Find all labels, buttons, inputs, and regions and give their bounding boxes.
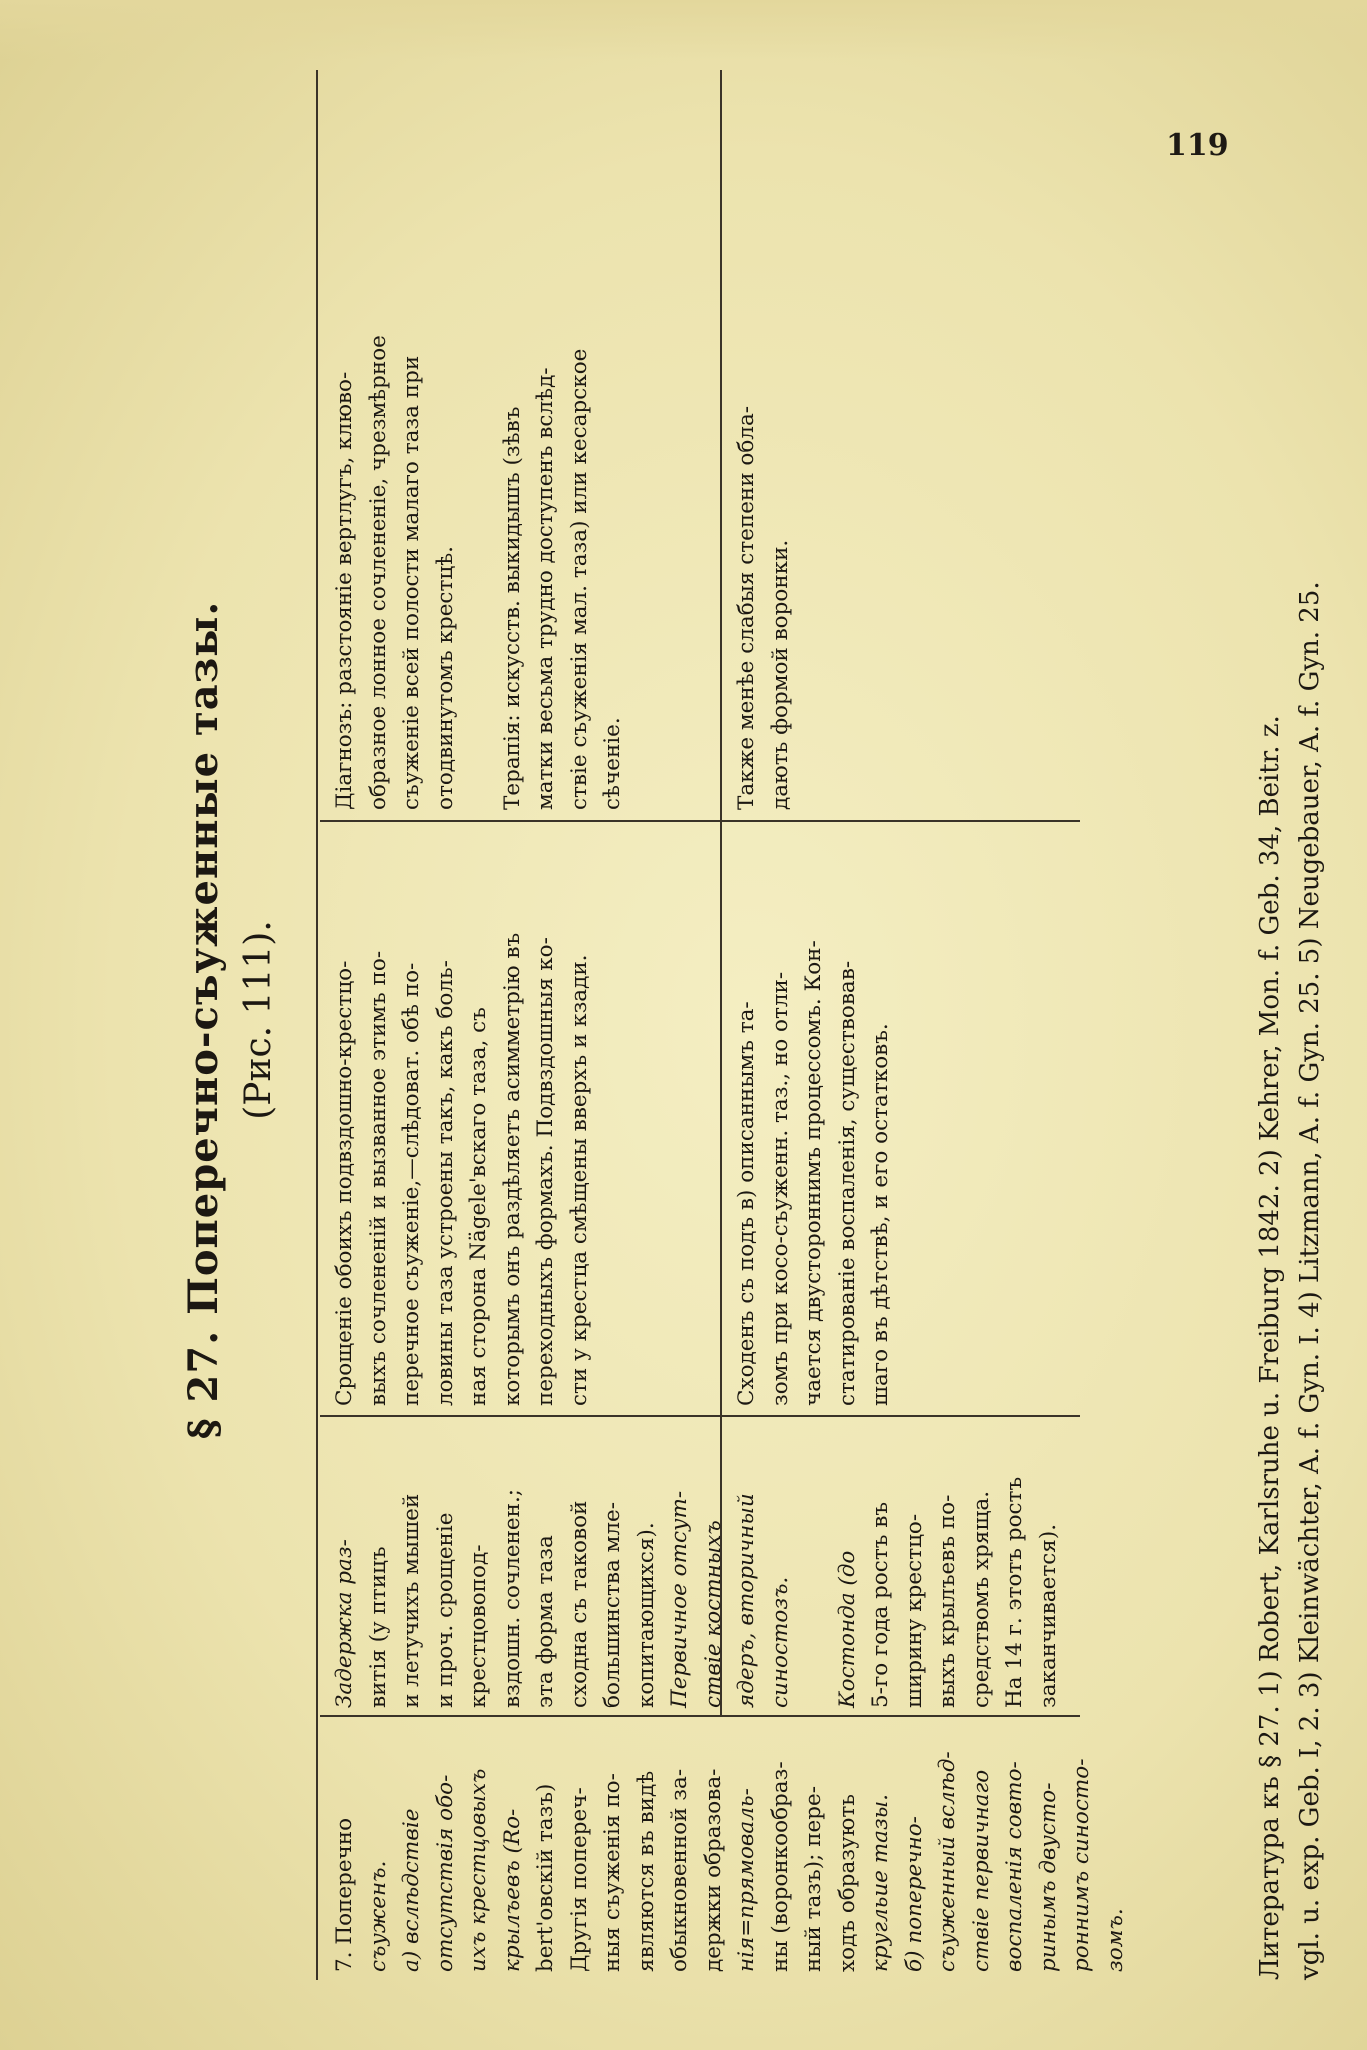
col1-line: воспаленія совто- <box>1002 1761 1027 1972</box>
col1-line: Другія попереч- <box>566 1787 592 1972</box>
col4-line: Также менѣе слабыя степени обла- <box>734 405 759 810</box>
col4-line: дають формой воронки. <box>767 539 793 810</box>
col1-line: крылъевъ (Ro- <box>499 1808 525 1972</box>
column-classification <box>328 1751 1132 1972</box>
col2-line <box>797 1477 831 1708</box>
row-divider <box>720 70 722 1717</box>
col2-line: Костонда (до <box>834 1550 860 1708</box>
col3-line <box>630 933 664 1406</box>
col1-line: съуженъ. <box>365 1860 391 1972</box>
col1-line: зомъ. <box>1102 1908 1128 1972</box>
col1-line: роннимъ синосто- <box>1069 1758 1094 1972</box>
col1-line: ныя съуженія по- <box>600 1773 625 1972</box>
col4-line: образное лонное сочлененіе, чрезмѣрное <box>365 335 391 810</box>
col2-line: большинства мле- <box>600 1502 625 1708</box>
col1-line: ходъ образують <box>834 1794 860 1972</box>
col2-line: синостозъ. <box>767 1576 793 1708</box>
col4-line: Діагнозъ: разстояніе вертлугъ, клюво- <box>332 371 357 810</box>
figure-reference: (Рис. 111). <box>238 920 279 1120</box>
col2-line: ствіе костныхъ <box>700 1520 726 1708</box>
col4-line <box>630 335 664 810</box>
col3-line: которымъ онъ раздѣляетъ асимметрію въ <box>499 932 525 1406</box>
col2-line: заканчивается). <box>1035 1523 1061 1708</box>
col1-line: ствіе первичнаго <box>968 1769 994 1972</box>
col1-line: кругльие тазы. <box>868 1793 893 1972</box>
col4-line <box>697 335 731 810</box>
column-divider-3 <box>320 821 1080 823</box>
col4-line: матки весьма трудно доступенъ вслѣд- <box>533 367 558 810</box>
section-title: § 27. Поперечно-съуженные тазы. <box>180 600 227 1440</box>
col1-line: б) поперечно- <box>901 1816 927 1972</box>
col3-line: перечное съуженіе,—слѣдоват. обѣ по- <box>399 962 424 1406</box>
col3-line: чается двустороннимъ процессомъ. Кон- <box>801 940 826 1406</box>
col4-line: отодвинутомъ крестцѣ. <box>432 546 458 810</box>
col1-line: являются въ видѣ <box>633 1770 659 1972</box>
col3-line: зомъ при косо-съуженн. таз., но отли- <box>767 971 793 1406</box>
col2-line: ядеръ, вторичный <box>734 1493 759 1708</box>
col4-line: Терапія: искусств. выкидышъ (зѣвъ <box>499 406 525 810</box>
table-top-rule <box>316 70 318 1980</box>
col2-line: и проч. срощеніе <box>432 1512 458 1708</box>
col3-line: Сходенъ съ подъ в) описаннымъ та- <box>734 1001 759 1406</box>
column-characteristics <box>328 933 898 1406</box>
col1-line: ный тазъ); пере- <box>801 1786 826 1972</box>
col1-line: отсутствія обо- <box>432 1774 458 1972</box>
col4-line: сѣченіе. <box>600 717 625 810</box>
col3-line <box>697 933 731 1406</box>
col2-line: эта форма таза <box>533 1535 558 1708</box>
col3-line: ловины таза устроены такъ, какъ боль- <box>432 960 458 1406</box>
literature-footnote <box>1250 80 1330 1980</box>
col1-line: ихъ крестцовыхъ <box>466 1768 491 1972</box>
column-diagnosis-therapy <box>328 335 797 810</box>
col2-line: средствомъ хряща. <box>968 1490 994 1708</box>
col3-line: шаго въ дѣтствѣ, и его остатковъ. <box>868 1023 893 1406</box>
column-divider-1 <box>320 1716 1080 1718</box>
column-etiology <box>328 1477 1065 1708</box>
col1-line: а) вслѣдствіе <box>399 1808 424 1972</box>
col1-line: bert'овскій тазъ) <box>533 1783 558 1972</box>
col1-line: держки образова- <box>700 1768 726 1972</box>
col3-line: ная сторона Nägele'вскаго таза, съ <box>466 1007 491 1406</box>
col1-line: съуженный вслѣд- <box>935 1751 960 1972</box>
col2-line: Задержка раз- <box>332 1539 357 1708</box>
col2-line: витія (у птицъ <box>365 1546 391 1708</box>
col2-line: вздошн. сочленен.; <box>499 1488 525 1708</box>
col4-line: ствіе съуженія мал. таза) или кесарское <box>566 348 592 810</box>
footnote-line: vgl. u. exp. Geb. I, 2. 3) Kleinwächter, A. f. Gyn. I. 4) Litzmann, A. f. Gyn. 25. 5) Neugebauer, A. f. Gyn. 25. <box>1295 581 1325 1980</box>
col2-line: ширину крестцо- <box>901 1513 927 1708</box>
footnote-line: Литература къ § 27. 1) Robert, Karlsruhe u. Freiburg 1842. 2) Kehrer, Mon. f. Geb. 34, Beitr. z. <box>1255 715 1285 1980</box>
col3-line <box>663 933 697 1406</box>
col3-line: сти у крестца смѣщены вверхъ и кзади. <box>566 954 592 1406</box>
col2-line: и летучихъ мышей <box>399 1493 424 1708</box>
col2-line: На 14 г. этотъ ростъ <box>1002 1476 1027 1708</box>
col1-line: обыкновенной за- <box>667 1768 692 1972</box>
col1-line: 7. Поперечно <box>332 1817 357 1972</box>
col3-line <box>596 933 630 1406</box>
col3-line: Срощеніе обоихъ подвздошно-крестцо- <box>332 960 357 1406</box>
col4-line: съуженіе всей полости малаго таза при <box>399 355 424 810</box>
col1-line: нія=прямоваль- <box>734 1788 759 1972</box>
column-divider-2 <box>320 1416 1080 1418</box>
col2-line: выхъ крылъевъ по- <box>935 1494 960 1708</box>
col2-line: Первичное отсут- <box>667 1490 692 1708</box>
col4-line <box>663 335 697 810</box>
col2-line: 5-го года ростъ въ <box>868 1501 893 1708</box>
col1-line: ны (воронкообраз- <box>767 1761 793 1972</box>
rotated-content <box>20 40 1350 2000</box>
col3-line: выхъ сочлененій и вызванное этимъ по- <box>365 950 391 1406</box>
col2-line: сходна съ таковой <box>566 1500 592 1708</box>
col2-line: крестцовопод- <box>466 1544 491 1708</box>
col3-line: переходныхъ формахъ. Подвздошныя ко- <box>533 937 558 1406</box>
col3-line: статированіе воспаленія, существовав- <box>834 960 860 1406</box>
page-number: 119 <box>1166 128 1229 163</box>
col4-line <box>462 335 496 810</box>
col2-line: копитающихся). <box>633 1522 659 1708</box>
col1-line: ринымъ двусто- <box>1035 1782 1061 1972</box>
